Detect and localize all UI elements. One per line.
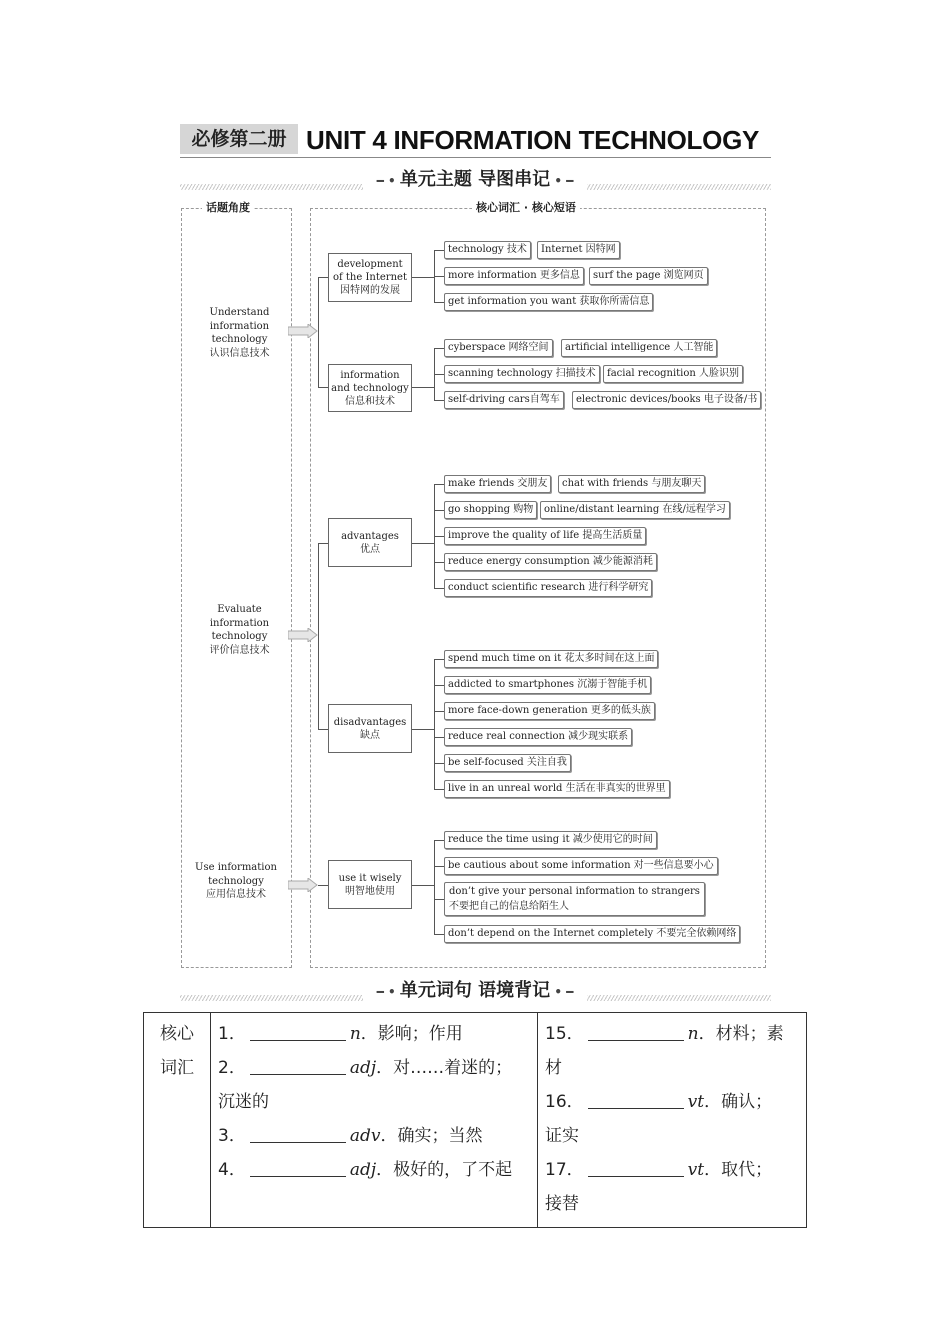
row-header-line: 词汇 bbox=[160, 1058, 194, 1078]
vocab-item bbox=[545, 1153, 799, 1187]
row-header-line: 核心 bbox=[160, 1024, 194, 1044]
answer-blank[interactable] bbox=[250, 1020, 346, 1041]
node-line: and technology bbox=[331, 382, 409, 394]
part-of-speech: n bbox=[687, 1024, 699, 1044]
vocab-item bbox=[218, 1119, 530, 1153]
item-number: 4． bbox=[218, 1160, 246, 1180]
item-number: 15． bbox=[545, 1024, 584, 1044]
phrase-chip: technology 技术 bbox=[444, 241, 531, 259]
category-line: 应用信息技术 bbox=[206, 889, 266, 900]
phrase-chip: reduce the time using it 减少使用它的时间 bbox=[444, 831, 657, 849]
table-row bbox=[144, 1013, 807, 1228]
phrase-chip: more information 更多信息 bbox=[444, 267, 584, 285]
phrase-chip: be cautious about some information 对一些信息要小心 bbox=[444, 857, 718, 875]
vocab-item-continuation: 证实 bbox=[545, 1126, 579, 1146]
section1-title-wrap bbox=[340, 168, 610, 196]
phrase-chip: reduce energy consumption 减少能源消耗 bbox=[444, 553, 657, 571]
section2-title-wrap bbox=[340, 979, 610, 1007]
connector bbox=[434, 711, 444, 712]
item-meaning: ．极好的，了不起 bbox=[376, 1160, 513, 1180]
item-number: 1． bbox=[218, 1024, 246, 1044]
item-meaning: ．影响；作用 bbox=[360, 1024, 463, 1044]
connector bbox=[318, 277, 319, 387]
answer-blank[interactable] bbox=[588, 1156, 684, 1177]
phrase-chip: self-driving cars自驾车 bbox=[444, 391, 564, 409]
phrase-chip: spend much time on it 花太多时间在这上面 bbox=[444, 650, 658, 668]
node-line: use it wisely bbox=[338, 872, 402, 884]
connector bbox=[412, 885, 434, 886]
phrase-chip: don’t depend on the Internet completely 不要完全依赖网络 bbox=[444, 925, 740, 943]
connector bbox=[434, 510, 444, 511]
part-of-speech: n bbox=[349, 1024, 361, 1044]
item-meaning: ．对……着迷的； bbox=[376, 1058, 513, 1078]
part-of-speech: adj bbox=[349, 1058, 377, 1078]
connector bbox=[434, 348, 444, 349]
connector bbox=[434, 588, 444, 589]
node-disadvantages bbox=[328, 704, 412, 753]
phrase-chip: cyberspace 网络空间 bbox=[444, 339, 553, 357]
left-column-cell bbox=[211, 1013, 538, 1228]
phrase-chip: improve the quality of life 提高生活质量 bbox=[444, 527, 646, 545]
answer-blank[interactable] bbox=[250, 1054, 346, 1075]
phrase-chip: addicted to smartphones 沉溺于智能手机 bbox=[444, 676, 651, 694]
category-understand bbox=[192, 306, 287, 360]
node-line: of the Internet bbox=[333, 272, 407, 283]
category-evaluate bbox=[192, 603, 287, 657]
node-development bbox=[328, 253, 412, 302]
category-line: information bbox=[209, 320, 270, 332]
phrase-chip: online/distant learning 在线/远程学习 bbox=[540, 501, 730, 519]
phrase-chip: Internet 因特网 bbox=[537, 241, 620, 259]
connector bbox=[412, 277, 434, 278]
item-number: 17． bbox=[545, 1160, 584, 1180]
node-use-wisely bbox=[328, 860, 412, 909]
connector bbox=[434, 659, 435, 789]
connector bbox=[434, 866, 444, 867]
item-meaning: ．确认； bbox=[704, 1092, 773, 1112]
answer-blank[interactable] bbox=[250, 1122, 346, 1143]
connector bbox=[434, 685, 444, 686]
unit-title: UNIT 4 INFORMATION TECHNOLOGY bbox=[306, 125, 760, 155]
phrase-line: don’t give your personal information to strangers bbox=[449, 886, 700, 897]
phrase-chip: go shopping 购物 bbox=[444, 501, 537, 519]
category-line: 认识信息技术 bbox=[209, 347, 270, 359]
category-line: technology bbox=[211, 334, 268, 345]
part-of-speech: adv bbox=[349, 1126, 381, 1146]
arrow-right-icon bbox=[288, 324, 318, 338]
book-tag: 必修第二册 bbox=[180, 124, 298, 154]
category-use bbox=[186, 861, 286, 902]
phrase-chip: electronic devices/books 电子设备/书 bbox=[572, 391, 761, 409]
vocab-item bbox=[218, 1051, 530, 1085]
connector bbox=[434, 789, 444, 790]
phrase-chip: more face-down generation 更多的低头族 bbox=[444, 702, 655, 720]
phrase-chip: artificial intelligence 人工智能 bbox=[561, 339, 717, 357]
connector bbox=[434, 737, 444, 738]
answer-blank[interactable] bbox=[588, 1088, 684, 1109]
item-meaning: ．取代； bbox=[704, 1160, 773, 1180]
category-line: technology bbox=[208, 875, 264, 887]
item-number: 2． bbox=[218, 1058, 246, 1078]
phrase-chip: surf the page 浏览网页 bbox=[589, 267, 708, 285]
node-advantages bbox=[328, 518, 412, 567]
section1-title: ━ • 单元主题 导图串记 • ━ bbox=[363, 168, 588, 196]
phrase-chip-two-line bbox=[444, 882, 705, 916]
phrase-chip: be self-focused 关注自我 bbox=[444, 754, 571, 772]
part-of-speech: vt bbox=[687, 1160, 705, 1180]
answer-blank[interactable] bbox=[588, 1020, 684, 1041]
category-line: 评价信息技术 bbox=[209, 644, 270, 656]
phrase-chip: conduct scientific research 进行科学研究 bbox=[444, 579, 652, 597]
item-number: 16． bbox=[545, 1092, 584, 1112]
node-line: 因特网的发展 bbox=[340, 285, 400, 296]
phrase-chip: get information you want 获取你所需信息 bbox=[444, 293, 653, 311]
section1-title-text: 单元主题 导图串记 bbox=[399, 169, 551, 190]
phrase-chip: chat with friends 与朋友聊天 bbox=[558, 475, 705, 493]
topic-angle-caption: 话题角度 bbox=[202, 201, 254, 215]
connector bbox=[434, 276, 444, 277]
phrase-chip: reduce real connection 减少现实联系 bbox=[444, 728, 632, 746]
node-info-tech bbox=[328, 364, 412, 412]
connector bbox=[434, 899, 444, 900]
vocab-item bbox=[218, 1153, 530, 1187]
row-header-cell bbox=[144, 1013, 211, 1228]
answer-blank[interactable] bbox=[250, 1156, 346, 1177]
node-line: 缺点 bbox=[360, 729, 380, 741]
connector bbox=[412, 729, 434, 730]
category-line: Evaluate bbox=[217, 604, 262, 615]
phrase-chip: make friends 交朋友 bbox=[444, 475, 551, 493]
connector bbox=[412, 543, 434, 544]
vocab-item bbox=[218, 1017, 530, 1051]
connector bbox=[318, 729, 328, 730]
phrase-line: 不要把自己的信息给陌生人 bbox=[449, 901, 569, 912]
connector bbox=[434, 934, 444, 935]
part-of-speech: adj bbox=[349, 1160, 377, 1180]
connector bbox=[434, 250, 444, 251]
connector bbox=[434, 484, 444, 485]
connector bbox=[434, 763, 444, 764]
connector bbox=[434, 840, 435, 934]
vocab-item bbox=[545, 1085, 799, 1119]
connector bbox=[434, 536, 444, 537]
node-line: development bbox=[337, 259, 403, 270]
right-column-cell bbox=[538, 1013, 807, 1228]
node-line: advantages bbox=[341, 530, 399, 542]
connector bbox=[434, 400, 444, 401]
part-of-speech: vt bbox=[687, 1092, 705, 1112]
vocab-table bbox=[143, 1012, 807, 1228]
connector bbox=[318, 277, 328, 278]
connector bbox=[318, 543, 319, 729]
title-rule bbox=[180, 157, 771, 158]
category-line: information bbox=[209, 617, 270, 629]
item-meaning: ．确实；当然 bbox=[380, 1126, 483, 1146]
connector bbox=[434, 562, 444, 563]
phrase-chip: facial recognition 人脸识别 bbox=[603, 365, 743, 383]
node-line: 优点 bbox=[360, 543, 380, 555]
connector bbox=[318, 543, 328, 544]
connector bbox=[412, 387, 434, 388]
section2-title: ━ • 单元词句 语境背记 • ━ bbox=[363, 979, 588, 1007]
arrow-right-icon bbox=[288, 878, 318, 892]
item-meaning: ．材料；素 bbox=[698, 1024, 784, 1044]
node-line: disadvantages bbox=[333, 716, 407, 728]
connector bbox=[434, 659, 444, 660]
category-line: technology bbox=[211, 631, 268, 642]
connector bbox=[434, 374, 444, 375]
category-line: Understand bbox=[209, 307, 270, 318]
vocab-item bbox=[545, 1017, 799, 1051]
vocab-caption: 核心词汇 · 核心短语 bbox=[472, 201, 580, 215]
connector bbox=[318, 885, 328, 886]
connector bbox=[434, 840, 444, 841]
section2-title-text: 单元词句 语境背记 bbox=[399, 980, 551, 1001]
vocab-item-continuation: 材 bbox=[545, 1058, 562, 1078]
connector bbox=[318, 387, 328, 388]
arrow-right-icon bbox=[288, 628, 318, 642]
item-number: 3． bbox=[218, 1126, 246, 1146]
connector bbox=[434, 302, 444, 303]
node-line: 明智地使用 bbox=[345, 885, 395, 897]
vocab-item-continuation: 沉迷的 bbox=[218, 1092, 269, 1112]
node-line: 信息和技术 bbox=[345, 395, 395, 407]
vocab-item-continuation: 接替 bbox=[545, 1194, 579, 1214]
node-line: information bbox=[340, 369, 400, 381]
phrase-chip: scanning technology 扫描技术 bbox=[444, 365, 600, 383]
phrase-chip: live in an unreal world 生活在非真实的世界里 bbox=[444, 780, 670, 798]
category-line: Use information bbox=[195, 862, 277, 873]
